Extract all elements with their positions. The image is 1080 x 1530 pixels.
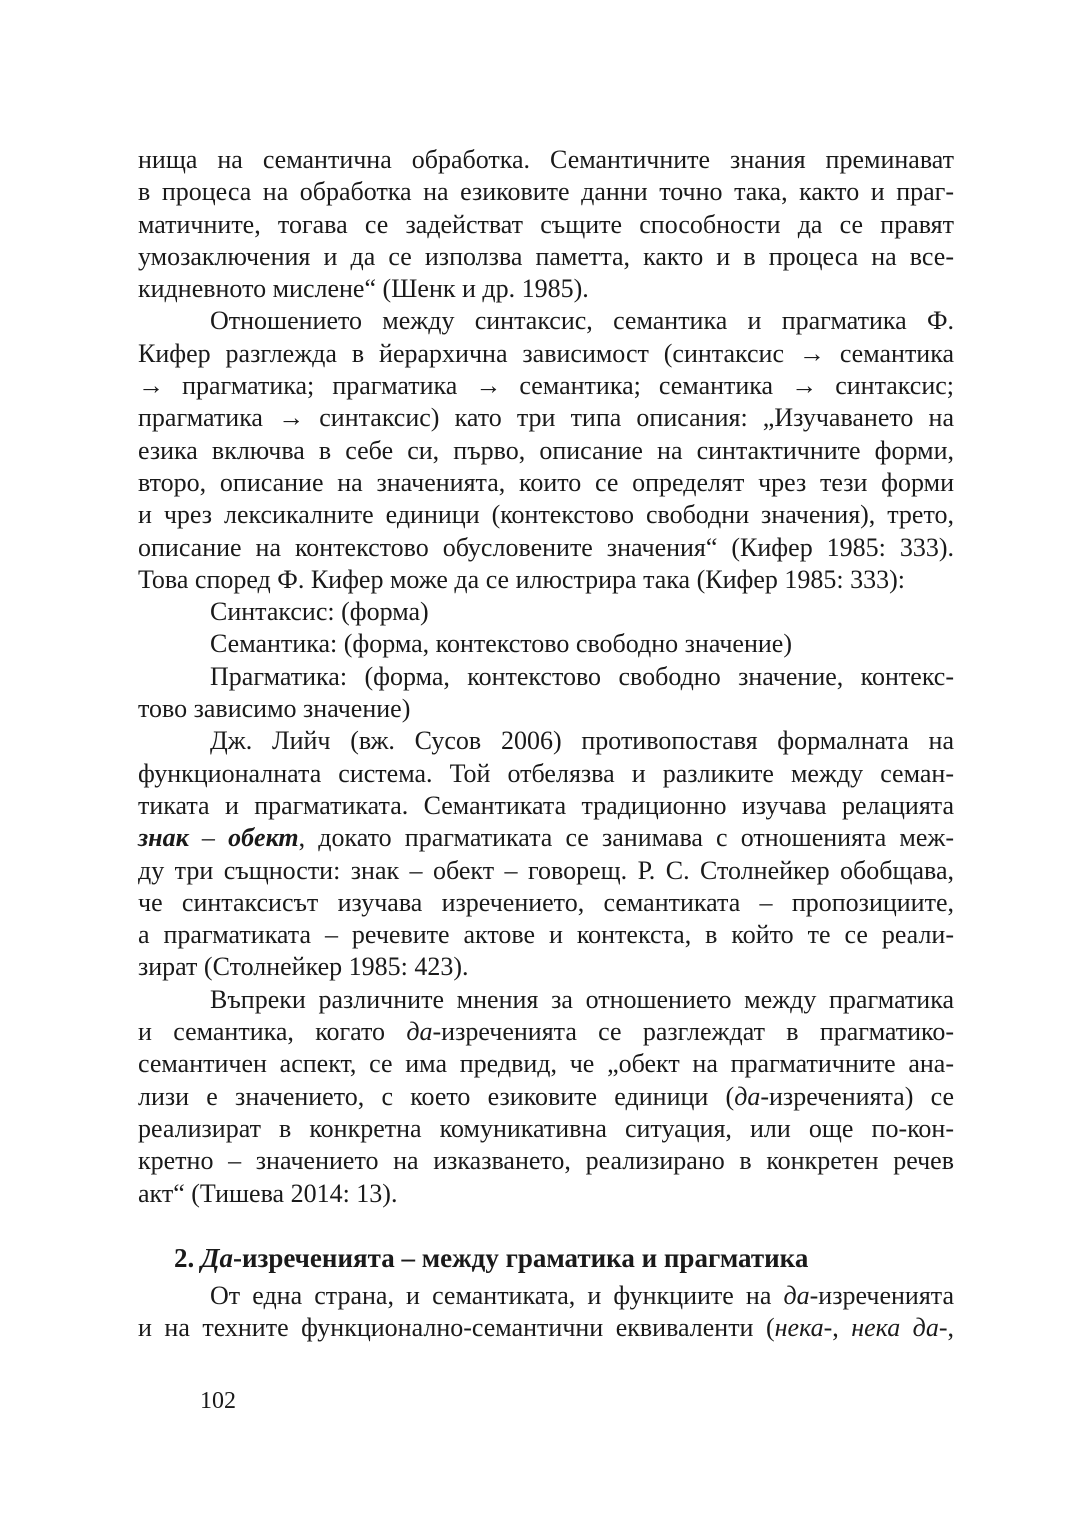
line-part: и семантика, когато bbox=[138, 1017, 407, 1047]
text-line: Отношението между синтаксис, семантика и прагматика Ф. bbox=[210, 306, 954, 336]
line-rest: , докато прагматиката се занимава с отношенията меж- bbox=[298, 823, 955, 853]
dash: – bbox=[188, 823, 229, 853]
text-line bbox=[138, 1312, 954, 1344]
section-heading bbox=[138, 1240, 954, 1276]
emphasis-sign: знак bbox=[138, 823, 189, 853]
italic-neka-da: нека да bbox=[851, 1313, 939, 1343]
italic-da: да bbox=[783, 1280, 810, 1310]
line-part: От една страна, и семантиката, и функциите на bbox=[210, 1280, 784, 1310]
text-line: кидневното мислене“ (Шенк и др. 1985). bbox=[138, 274, 589, 304]
definition-pragmatics bbox=[138, 661, 954, 726]
line-part: -, bbox=[938, 1313, 954, 1343]
text-line: кретно – значението на изказването, реализирано в конкретен речев bbox=[138, 1146, 954, 1176]
line-part: -изреченията bbox=[809, 1280, 954, 1310]
text-line: Прагматика: (форма, контекстово свободно значение, контекс- bbox=[210, 661, 954, 691]
text-line: матичните, тогава се задействат същите способности да се правят bbox=[138, 209, 954, 239]
heading-italic: Да bbox=[201, 1242, 233, 1273]
text-line: умозаключения и да се използва паметта, както и в процеса на все- bbox=[138, 241, 954, 271]
text-line bbox=[138, 1280, 954, 1312]
text-line: акт“ (Тишева 2014: 13). bbox=[138, 1178, 398, 1208]
text-line: езика включва в себе си, първо, описание на синтактичните форми, bbox=[138, 435, 954, 465]
line-part: -, bbox=[823, 1313, 852, 1343]
line-part: и на техните функционално-семантични еквиваленти ( bbox=[138, 1313, 775, 1343]
text-line: Това според Ф. Кифер може да се илюстрира така (Кифер 1985: 333): bbox=[138, 564, 905, 594]
page-body bbox=[138, 144, 954, 1344]
text-line: и чрез лексикалните единици (контекстово свободни значения), трето, bbox=[138, 500, 954, 530]
text-line: описание на контекстово обусловените значения“ (Кифер 1985: 333). bbox=[138, 532, 954, 562]
definition-syntax: Синтаксис: (форма) bbox=[210, 597, 429, 627]
text-line: Въпреки различните мнения за отношението между прагматика bbox=[210, 984, 954, 1014]
text-line: семантичен аспект, се има предвид, че „обект на прагматичните ана- bbox=[138, 1049, 954, 1079]
italic-da: да bbox=[734, 1081, 761, 1111]
paragraph bbox=[138, 305, 954, 596]
italic-neka: нека bbox=[774, 1313, 824, 1343]
paragraph bbox=[138, 984, 954, 1210]
heading-text: -изреченията – между граматика и прагматика bbox=[232, 1242, 809, 1273]
line-part: -изреченията се разглеждат в прагматико- bbox=[432, 1017, 954, 1047]
text-line: Кифер разглежда в йерархична зависимост (синтаксис → семантика bbox=[138, 338, 954, 368]
text-line: в процеса на обработка на езиковите данни точно така, както и праг- bbox=[138, 177, 954, 207]
page-number: 102 bbox=[200, 1388, 236, 1414]
text-line: Дж. Лийч (вж. Сусов 2006) противопоставя формалната на bbox=[210, 726, 954, 756]
heading-number: 2. bbox=[174, 1242, 195, 1273]
text-line: тиката и прагматиката. Семантиката традиционно изучава релацията bbox=[138, 790, 954, 820]
italic-da: да bbox=[406, 1017, 433, 1047]
text-line: второ, описание на значенията, които се определят чрез тези форми bbox=[138, 467, 954, 497]
text-line bbox=[138, 822, 954, 854]
text-line bbox=[138, 1081, 954, 1113]
paragraph bbox=[138, 144, 954, 305]
text-line: а прагматиката – речевите актове и контекста, в който те се реали- bbox=[138, 920, 954, 950]
emphasis-object: обект bbox=[228, 823, 299, 853]
text-line: → прагматика; прагматика → семантика; семантика → синтаксис; bbox=[138, 371, 954, 401]
text-line: ду три същности: знак – обект – говорещ. Р. С. Столнейкер обобщава, bbox=[138, 855, 954, 885]
text-line: функционалната система. Той отбелязва и разликите между семан- bbox=[138, 758, 954, 788]
text-line: прагматика → синтаксис) като три типа описания: „Изучаването на bbox=[138, 403, 954, 433]
definition-semantics: Семантика: (форма, контекстово свободно значение) bbox=[210, 629, 792, 659]
paragraph bbox=[138, 725, 954, 983]
line-part: -изреченията) се bbox=[760, 1081, 954, 1111]
text-line bbox=[138, 1016, 954, 1048]
text-line: тово зависимо значение) bbox=[138, 694, 411, 724]
paragraph bbox=[138, 1280, 954, 1345]
text-line: нища на семантична обработка. Семантичните знания преминават bbox=[138, 145, 954, 174]
text-line: че синтаксисът изучава изречението, семантиката – пропозициите, bbox=[138, 887, 954, 917]
line-part: лизи е значението, с което езиковите единици ( bbox=[138, 1081, 735, 1111]
text-line: зират (Столнейкер 1985: 423). bbox=[138, 952, 469, 982]
text-line: реализират в конкретна комуникативна ситуация, или още по-кон- bbox=[138, 1113, 954, 1143]
